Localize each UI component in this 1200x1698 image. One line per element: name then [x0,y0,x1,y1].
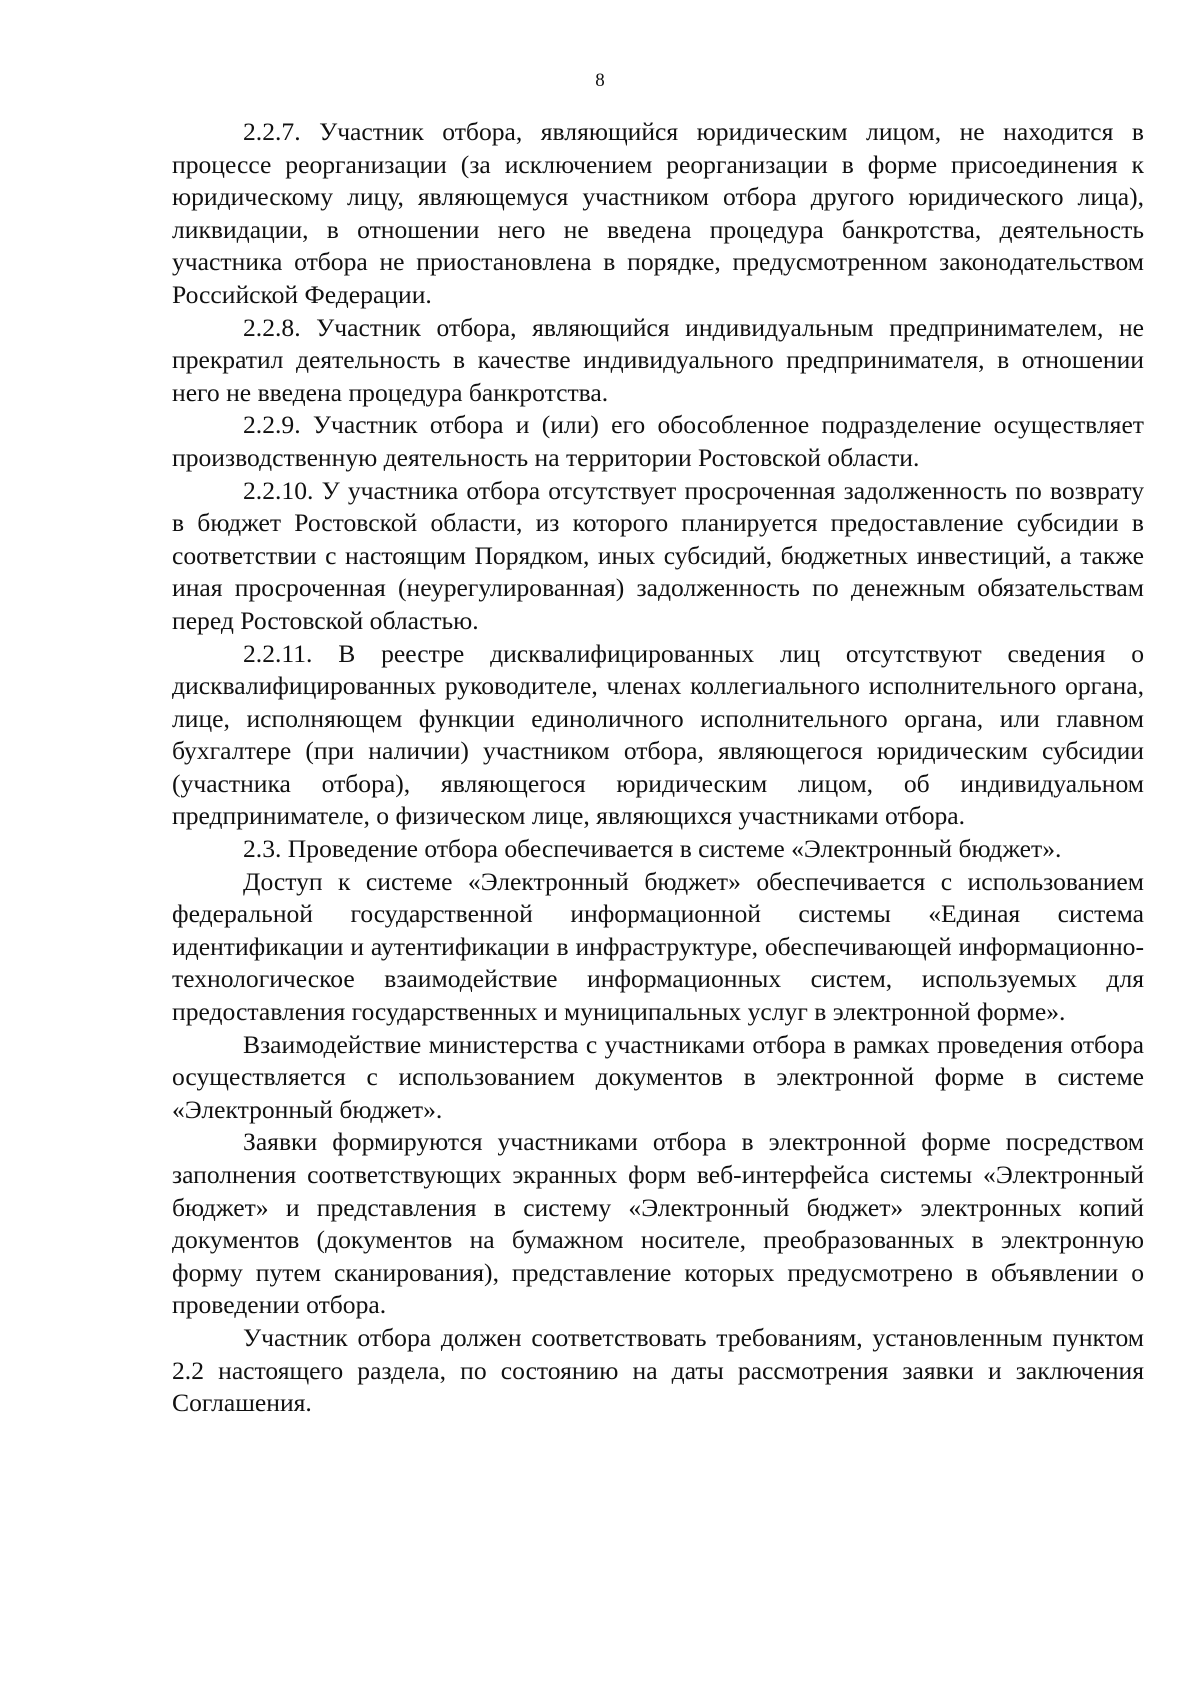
paragraph-2-2-9: 2.2.9. Участник отбора и (или) его обособленное подразделение осуществляет производственную деятельность на территории Ростовской области. [172,410,1144,472]
paragraph-applications: Заявки формируются участниками отбора в электронной форме посредством заполнения соответствующих экранных форм веб-интерфейса системы «Электронный бюджет» и представления в систему «Электронный бюджет» электронных копий документов (документов на бумажном носителе, преобразованных в электронную форму путем сканирования), представление которых предусмотрено в объявлении о проведении отбора. [172,1127,1144,1320]
paragraph-interaction: Взаимодействие министерства с участниками отбора в рамках проведения отбора осуществляется с использованием документов в электронной форме в системе «Электронный бюджет». [172,1029,1144,1124]
paragraph-system-access: Доступ к системе «Электронный бюджет» обеспечивается с использованием федеральной государственной информационной системы «Единая система идентификации и аутентификации в инфраструктуре, обеспечивающей информационно-технологическое взаимодействие информационных систем, используемых для предоставления государственных и муниципальных услуг в электронной форме». [172,866,1144,1027]
paragraph-2-3: 2.3. Проведение отбора обеспечивается в системе «Электронный бюджет». [243,834,1062,864]
paragraph-2-2-11: 2.2.11. В реестре дисквалифицированных лиц отсутствуют сведения о дисквалифицированных руководителе, членах коллегиального исполнительного органа, лице, исполняющем функции единоличного исполнительного органа, или главном бухгалтере (при наличии) участником отбора, являющегося юридическим субсидии (участника отбора), являющегося юридическим лицом, об индивидуальном предпринимателе, о физическом лице, являющихся участниками отбора. [172,638,1144,831]
paragraph-2-2-8: 2.2.8. Участник отбора, являющийся индивидуальным предпринимателем, не прекратил деятельность в качестве индивидуального предпринимателя, в отношении него не введена процедура банкротства. [172,312,1144,407]
paragraph-2-2-7: 2.2.7. Участник отбора, являющийся юридическим лицом, не находится в процессе реорганизации (за исключением реорганизации в форме присоединения к юридическому лицу, являющемуся участником отбора другого юридического лица), ликвидации, в отношении него не введена процедура банкротства, деятельность участника отбора не приостановлена в порядке, предусмотренном законодательством Российской Федерации. [172,117,1144,309]
document-body [172,116,1144,1420]
paragraph-2-2-10: 2.2.10. У участника отбора отсутствует просроченная задолженность по возврату в бюджет Ростовской области, из которого планируется предоставление субсидии в соответствии с настоящим Порядком, иных субсидий, бюджетных инвестиций, а также иная просроченная (неурегулированная) задолженность по денежным обязательствам перед Ростовской областью. [172,475,1144,635]
page-number: 8 [595,70,605,91]
paragraph-requirements: Участник отбора должен соответствовать требованиям, установленным пунктом 2.2 настоящего раздела, по состоянию на даты рассмотрения заявки и заключения Соглашения. [172,1322,1144,1418]
